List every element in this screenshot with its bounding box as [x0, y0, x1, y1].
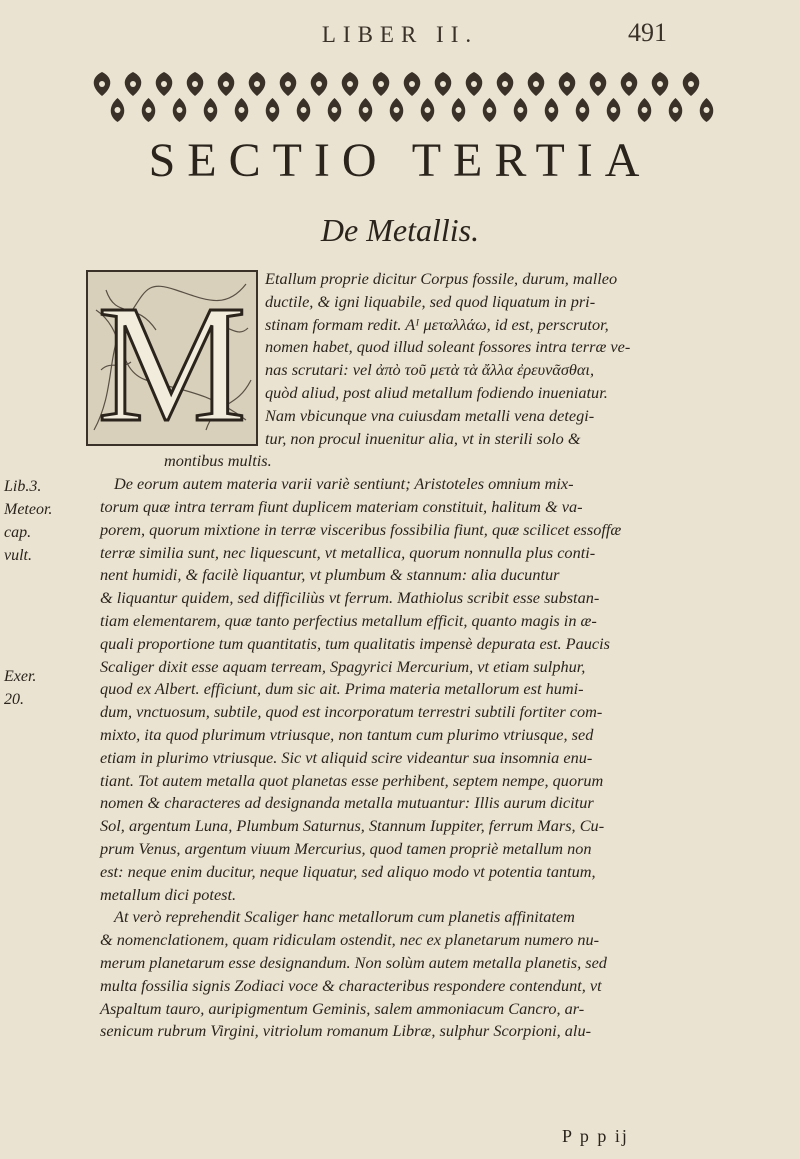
fleuron-icon [359, 98, 373, 122]
fleuron-icon [297, 98, 311, 122]
text-line: multa fossilia signis Zodiaci voce & characteribus respondere contendunt, vt [100, 975, 602, 995]
text-line: metallum dici potest. [100, 884, 237, 904]
fleuron-icon [466, 72, 483, 96]
fleuron-icon [652, 72, 669, 96]
fleuron-icon [528, 72, 545, 96]
text-line: Etallum proprie dicitur Corpus fossile, durum, malleo [265, 269, 618, 288]
text-line: quali proportione tum quantitatis, tum qualitatis impensè depurata est. Paucis [100, 633, 610, 653]
text-line: mixto, ita quod plurimum vtriusque, non tantum cum plurimo vtriusque, sed [100, 724, 594, 744]
fleuron-icon [235, 98, 249, 122]
text-line: torum quæ intra terram fiunt duplicem materiam constituit, halitum & va- [100, 496, 583, 516]
text-line: est: neque enim ducitur, neque liquatur, sed aliquo modo vt potentia tantum, [100, 861, 596, 881]
margin-note: Exer. [4, 668, 37, 685]
fleuron-icon [173, 98, 187, 122]
text-line: ductile, & igni liquabile, sed quod liquatum in pri- [265, 291, 596, 311]
text-line: quòd aliud, post aliud metallum fodiendo inueniatur. [265, 382, 608, 402]
fleuron-icon [342, 72, 359, 96]
margin-note: cap. [4, 524, 32, 541]
text-line: At verò reprehendit Scaliger hanc metallorum cum planetis affinitatem [114, 907, 575, 927]
initial-letter: M [97, 271, 247, 446]
fleuron-icon [435, 72, 452, 96]
text-line: dum, vnctuosum, subtile, quod est incorporatum terrestri subtili fortiter com- [100, 702, 603, 722]
fleuron-icon [142, 98, 156, 122]
text-line: Scaliger dixit esse aquam terream, Spagyrici Mercurium, vt etiam sulphur, [100, 656, 586, 676]
margin-note: Lib.3. [4, 478, 42, 495]
fleuron-icon [249, 72, 266, 96]
text-line: quod ex Albert. efficiunt, dum sic ait. Prima materia metallorum est humi- [100, 679, 584, 699]
fleuron-icon [700, 98, 714, 122]
text-line: tiam elementarem, quæ tanto perfectius metallum efficit, quanto magis in æ- [100, 610, 597, 630]
running-head: LIBER II. [321, 22, 479, 47]
fleuron-icon [607, 98, 621, 122]
fleuron-icon [373, 72, 390, 96]
fleuron-icon [621, 72, 638, 96]
text-line: & liquantur quidem, sed difficiliùs vt ferrum. Mathiolus scribit esse substan- [100, 588, 600, 608]
margin-note: vult. [4, 547, 32, 564]
fleuron-icon [683, 72, 700, 96]
text-line: nomen & characteres ad designanda metalla mutuantur: Illis aurum dicitur [100, 793, 594, 813]
section-title: SECTIO TERTIA [148, 134, 652, 187]
fleuron-icon [576, 98, 590, 122]
page-number: 491 [628, 18, 667, 47]
fleuron-icon [638, 98, 652, 122]
fleuron-icon [125, 72, 142, 96]
fleuron-ornament-band [86, 66, 716, 130]
fleuron-icon [452, 98, 466, 122]
fleuron-icon [559, 72, 576, 96]
text-line: nent humidi, & facilè liquantur, vt plumbum & stannum: alia ducuntur [100, 565, 560, 585]
text-line: etiam in plurimo vtriusque. Sic vt aliquid scire videantur sua insomnia enu- [100, 747, 593, 767]
fleuron-icon [111, 98, 125, 122]
text-line: terræ similia sunt, nec liquescunt, vt metallica, quorum nonnulla plus conti- [100, 542, 596, 562]
text-line: Nam vbicunque vna cuiusdam metalli vena detegi- [265, 405, 595, 425]
text-line: tur, non procul inuenitur alia, vt in sterili solo & [265, 428, 581, 448]
margin-note: 20. [4, 691, 24, 708]
fleuron-icon [590, 72, 607, 96]
text-line: & nomenclationem, quam ridiculam ostendit, nec ex planetarum numero nu- [100, 930, 600, 950]
text-line: stinam formam redit. Aᴵ μεταλλάω, id est, perscrutor, [265, 314, 609, 334]
fleuron-icon [404, 72, 421, 96]
fleuron-icon [187, 72, 204, 96]
fleuron-icon [328, 98, 342, 122]
fleuron-icon [266, 98, 280, 122]
margin-note: Meteor. [4, 501, 53, 518]
fleuron-icon [390, 98, 404, 122]
body-text [100, 268, 700, 1043]
fleuron-icon [421, 98, 435, 122]
signature-mark: P p p ij [562, 1126, 629, 1146]
fleuron-icon [204, 98, 218, 122]
text-line: nas scrutari: vel ἀπὸ τοῦ μετὰ τὰ ἄλλα ἐρευνᾶσθαι, [265, 360, 595, 380]
fleuron-icon [311, 72, 328, 96]
text-line: nomen habet, quod illud soleant fossores intra terræ ve- [265, 337, 631, 357]
text-line: prum Venus, argentum viuum Mercurius, quod tamen propriè metallum non [100, 838, 592, 858]
fleuron-icon [514, 98, 528, 122]
fleuron-icon [545, 98, 559, 122]
text-line: De eorum autem materia varii variè sentiunt; Aristoteles omnium mix- [114, 474, 574, 494]
text-line: Aspaltum tauro, auripigmentum Geminis, salem ammoniacum Cancro, ar- [100, 998, 585, 1018]
text-line: porem, quorum mixtione in terræ visceribus fossibilia fiunt, quæ scilicet essoffæ [100, 519, 622, 539]
section-subtitle: De Metallis. [320, 212, 480, 248]
fleuron-icon [669, 98, 683, 122]
text-line: merum planetarum esse designandum. Non solùm autem metalla planetis, sed [100, 952, 607, 972]
fleuron-icon [218, 72, 235, 96]
fleuron-icon [280, 72, 297, 96]
fleuron-icon [156, 72, 173, 96]
fleuron-icon [497, 72, 514, 96]
text-line: montibus multis. [164, 451, 272, 471]
text-line: senicum rubrum Virgini, vitriolum romanum Libræ, sulphur Scorpioni, alu- [100, 1021, 592, 1041]
fleuron-icon [483, 98, 497, 122]
text-line: tiant. Tot autem metalla quot planetas esse perhibent, septem nempe, quorum [100, 770, 604, 790]
text-line: Sol, argentum Luna, Plumbum Saturnus, Stannum Iuppiter, ferrum Mars, Cu- [100, 816, 605, 836]
fleuron-icon [94, 72, 111, 96]
